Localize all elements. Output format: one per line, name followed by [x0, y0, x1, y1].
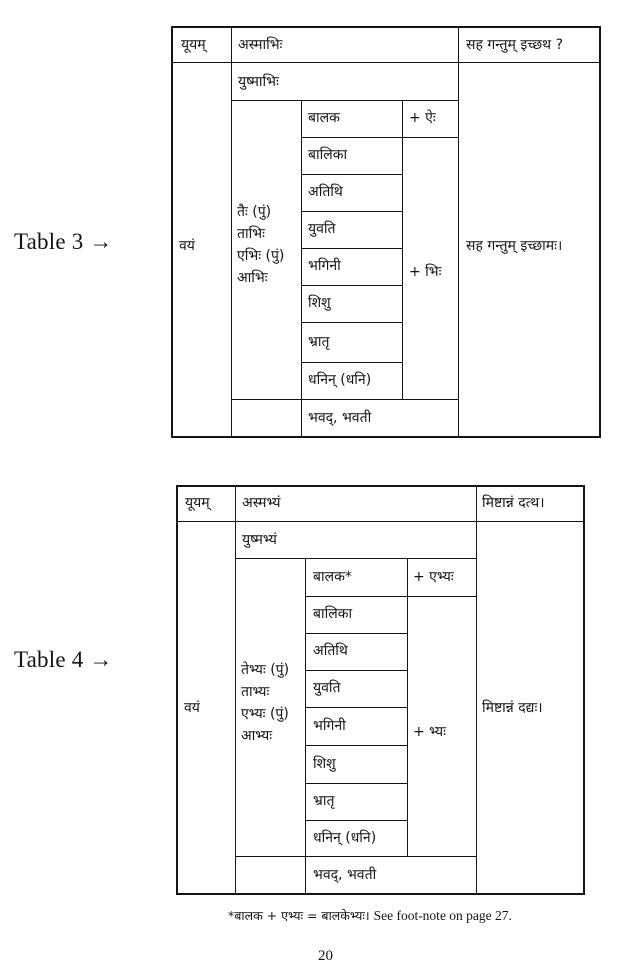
pronoun-3: एभ्यः (पुं): [241, 706, 289, 722]
table-rule: [305, 633, 408, 634]
noun-4: युवति: [308, 221, 336, 237]
table-border: [171, 436, 601, 438]
suffix-first: + ऐः: [409, 110, 436, 126]
cell-answer: सह गन्तुम् इच्छामः।: [466, 238, 563, 254]
pronoun-2: ताभिः: [237, 226, 265, 242]
table-rule: [235, 558, 477, 559]
table-rule: [305, 745, 408, 746]
table-rule: [476, 485, 477, 895]
table-border: [176, 893, 585, 895]
noun-8: धनिन् (धनि): [313, 830, 377, 846]
noun-2: बालिका: [313, 606, 353, 622]
suffix-rest: + भिः: [409, 264, 442, 280]
table-rule: [301, 322, 403, 323]
noun-3: अतिथि: [308, 184, 343, 200]
noun-2: बालिका: [308, 147, 348, 163]
table-rule: [305, 783, 408, 784]
table-rule: [305, 558, 306, 895]
table-4-caption: Table 4 →: [14, 647, 113, 672]
table-rule: [235, 856, 306, 857]
table-rule: [458, 100, 459, 400]
noun-5: भगिनी: [308, 258, 341, 274]
right-arrow-icon: →: [89, 229, 113, 254]
table-rule: [305, 856, 477, 857]
noun-6: शिशु: [313, 756, 336, 772]
table-rule: [235, 485, 236, 895]
noun-1: बालक: [308, 110, 340, 126]
noun-1: बालक*: [313, 569, 352, 585]
table-rule: [402, 100, 403, 400]
table-rule: [301, 100, 302, 438]
noun-3: अतिथि: [313, 643, 348, 659]
table-border: [599, 26, 601, 438]
cell-yushmabhih: युष्माभिः: [238, 74, 279, 90]
table-rule: [305, 707, 408, 708]
suffix-rest: + भ्यः: [413, 724, 446, 740]
cell-bhavat: भवद्, भवती: [308, 410, 372, 426]
table-rule: [305, 820, 408, 821]
pronoun-1: तैः (पुं): [237, 204, 272, 220]
table-3-caption: Table 3 →: [14, 229, 113, 254]
header-asmabhyam: अस्मभ्यं: [242, 495, 281, 511]
header-asmabhih: अस्माभिः: [238, 37, 283, 53]
table-rule: [301, 362, 403, 363]
table-rule: [176, 521, 585, 522]
table-rule: [231, 26, 232, 438]
noun-5: भगिनी: [313, 718, 346, 734]
noun-6: शिशु: [308, 295, 331, 311]
cell-answer: मिष्टान्नं दद्यः।: [482, 700, 543, 716]
table-border: [583, 485, 585, 895]
header-yuyam: यूयम्: [185, 495, 210, 511]
table-rule: [301, 137, 459, 138]
table-rule: [301, 174, 403, 175]
footnote-english: See foot-note on page 27.: [373, 908, 512, 923]
suffix-first: + एभ्यः: [413, 569, 454, 585]
pronoun-3: एभिः (पुं): [237, 248, 285, 264]
table-border: [176, 485, 178, 895]
pronoun-4: आभ्यः: [241, 728, 273, 744]
right-arrow-icon: →: [89, 647, 113, 672]
footnote: [228, 907, 512, 924]
cell-yushmabhyam: युष्मभ्यं: [242, 532, 277, 548]
table-rule: [305, 670, 408, 671]
table-rule: [301, 399, 459, 400]
table-rule: [305, 596, 477, 597]
noun-7: भ्रातृ: [308, 334, 330, 350]
table-rule: [301, 285, 403, 286]
table-border: [171, 26, 601, 28]
table-border: [176, 485, 585, 487]
footnote-devanagari: *बालक + एभ्यः = बालकेभ्यः।: [228, 908, 370, 923]
table-rule: [231, 399, 302, 400]
table-rule: [231, 100, 459, 101]
cell-bhavat: भवद्, भवती: [313, 867, 377, 883]
pronoun-4: आभिः: [237, 270, 268, 286]
pronoun-1: तेभ्यः (पुं): [241, 662, 290, 678]
noun-4: युवति: [313, 680, 341, 696]
page-number: 20: [318, 948, 333, 964]
header-question: मिष्टान्नं दत्थ।: [482, 495, 545, 511]
header-yuyam: यूयम्: [181, 37, 206, 53]
table-rule: [171, 62, 601, 63]
table-rule: [301, 248, 403, 249]
cell-vayam: वयं: [179, 238, 195, 254]
header-question: सह गन्तुम् इच्छथ ?: [466, 37, 564, 53]
table-rule: [301, 211, 403, 212]
pronoun-2: ताभ्यः: [241, 684, 270, 700]
noun-8: धनिन् (धनि): [308, 372, 372, 388]
noun-7: भ्रातृ: [313, 793, 335, 809]
cell-vayam: वयं: [184, 700, 200, 716]
table-border: [171, 26, 173, 438]
